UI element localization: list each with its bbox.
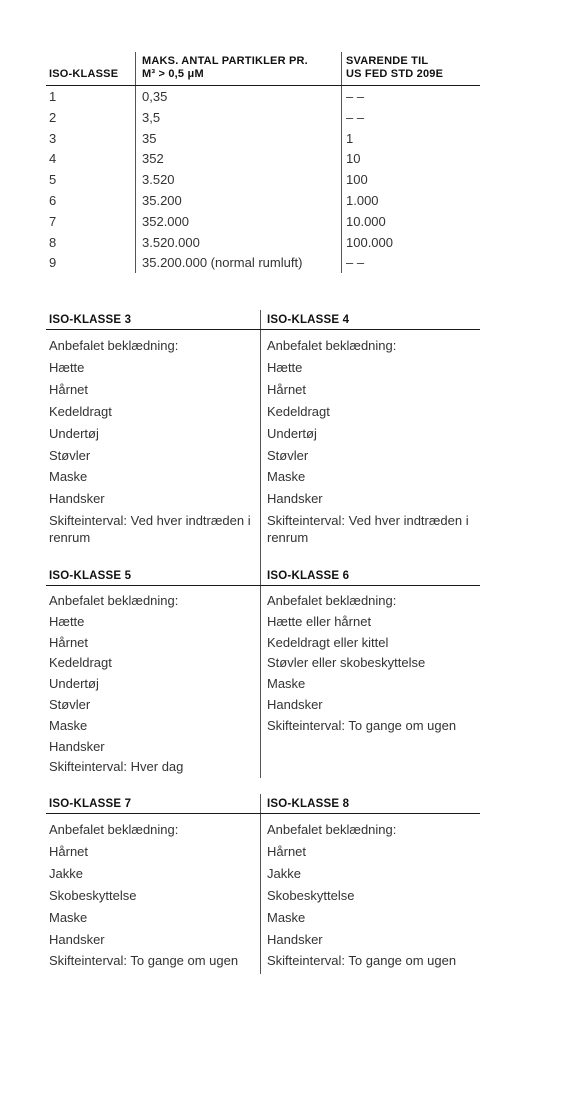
cell-max-particles: 35 (142, 130, 157, 146)
list-item: Maske (267, 676, 306, 692)
iso-class-block-7-8 (46, 794, 480, 974)
list-item: Anbefalet beklædning: (49, 593, 179, 608)
list-item: Skifteinterval: To gange om ugen (49, 953, 239, 969)
list-item: Støvler (49, 447, 91, 463)
column-divider (260, 586, 261, 778)
list-item: Handsker (267, 696, 323, 712)
cell-us-fed-std: 100.000 (346, 234, 393, 250)
cell-us-fed-std: 10 (346, 151, 361, 167)
cell-max-particles: 35.200 (142, 192, 182, 208)
clothing-list (267, 819, 477, 972)
list-item: Hårnet (267, 843, 307, 859)
table-row (46, 252, 480, 273)
iso-class-table (46, 50, 480, 273)
cell-max-particles: 0,35 (142, 89, 168, 104)
cell-max-particles: 352 (142, 151, 164, 167)
iso-class-title: ISO-KLASSE 4 (267, 314, 350, 326)
list-item: Anbefalet beklædning: (267, 338, 397, 353)
list-item: Skifteinterval: Ved hver indtræden i renrum (267, 513, 469, 546)
list-item: Skifteinterval: To gange om ugen (267, 953, 457, 969)
table-row (46, 190, 480, 211)
list-item: Maske (267, 469, 306, 485)
list-item: Anbefalet beklædning: (49, 338, 179, 353)
list-item: Hårnet (49, 634, 89, 650)
table-row (46, 128, 480, 149)
list-item: Hætte (49, 613, 85, 629)
block-body (46, 814, 480, 974)
table-row (46, 232, 480, 253)
list-item: Kedeldragt (49, 403, 112, 419)
cell-iso-class: 2 (49, 109, 57, 125)
iso-class-title: ISO-KLASSE 7 (49, 798, 132, 810)
list-item: Støvler eller skobeskyttelse (267, 655, 426, 671)
list-item: Undertøj (49, 425, 99, 441)
list-item: Hætte (49, 359, 85, 375)
list-item: Støvler (267, 447, 309, 463)
header-us-fed-std-line2: US FED STD 209E (346, 68, 444, 80)
cell-us-fed-std: – – (346, 89, 365, 104)
list-item: Maske (49, 469, 88, 485)
table-row (46, 107, 480, 128)
list-item: Kedeldragt eller kittel (267, 634, 389, 650)
list-item: Skobeskyttelse (49, 887, 137, 903)
clothing-list (267, 591, 477, 737)
header-us-fed-std (346, 55, 443, 81)
iso-class-title: ISO-KLASSE 3 (49, 314, 132, 326)
list-item: Skobeskyttelse (267, 887, 355, 903)
cell-us-fed-std: 10.000 (346, 213, 386, 229)
header-divider (135, 52, 136, 85)
column-divider (260, 566, 261, 585)
column-divider (260, 330, 261, 570)
header-us-fed-std-line1: SVARENDE TIL (346, 55, 429, 67)
list-item: Anbefalet beklædning: (267, 593, 397, 608)
cell-max-particles: 352.000 (142, 213, 189, 229)
iso-class-title: ISO-KLASSE 6 (267, 570, 350, 582)
cell-max-particles: 3.520 (142, 172, 175, 188)
list-item: Anbefalet beklædning: (49, 822, 179, 837)
iso-class-block-5-6 (46, 566, 480, 778)
list-item: Jakke (49, 865, 83, 881)
table-row (46, 169, 480, 190)
cell-iso-class: 8 (49, 234, 57, 250)
clothing-list (49, 819, 259, 972)
iso-class-title: ISO-KLASSE 8 (267, 798, 350, 810)
cell-iso-class: 6 (49, 192, 57, 208)
list-item: Hårnet (49, 381, 89, 397)
list-item: Handsker (49, 931, 105, 947)
list-item: Handsker (267, 931, 323, 947)
cell-iso-class: 1 (49, 89, 57, 104)
cell-us-fed-std: 1 (346, 130, 354, 146)
list-item: Handsker (267, 491, 323, 507)
header-divider (341, 52, 342, 85)
list-item: Undertøj (49, 676, 99, 692)
list-item: Hætte (267, 359, 303, 375)
cell-iso-class: 5 (49, 172, 57, 188)
list-item: Kedeldragt (49, 655, 112, 671)
list-item: Skifteinterval: Ved hver indtræden i renrum (49, 513, 251, 546)
list-item: Jakke (267, 865, 301, 881)
cell-us-fed-std: 100 (346, 172, 368, 188)
list-item: Handsker (49, 491, 105, 507)
list-item: Skifteinterval: To gange om ugen (267, 717, 457, 733)
block-header (46, 566, 480, 586)
header-max-particles-line2: M³ > 0,5 μM (142, 68, 204, 80)
cell-iso-class: 9 (49, 255, 57, 271)
table-body (46, 86, 480, 273)
header-iso-class: ISO-KLASSE (49, 68, 119, 80)
cell-max-particles: 35.200.000 (normal rumluft) (142, 255, 303, 271)
column-divider (260, 310, 261, 329)
table-row (46, 86, 480, 107)
list-item: Støvler (49, 696, 91, 712)
clothing-list (49, 335, 259, 546)
list-item: Maske (49, 909, 88, 925)
cell-iso-class: 3 (49, 130, 57, 146)
header-max-particles (142, 55, 308, 81)
cell-max-particles: 3,5 (142, 109, 161, 125)
block-header (46, 794, 480, 814)
list-item: Undertøj (267, 425, 317, 441)
iso-class-title: ISO-KLASSE 5 (49, 570, 132, 582)
clothing-list (49, 591, 259, 778)
table-row (46, 211, 480, 232)
table-row (46, 148, 480, 169)
iso-class-block-3-4 (46, 310, 480, 570)
cell-iso-class: 4 (49, 151, 57, 167)
list-item: Hårnet (49, 843, 89, 859)
list-item: Hårnet (267, 381, 307, 397)
list-item: Handsker (49, 738, 105, 754)
cell-iso-class: 7 (49, 213, 57, 229)
header-max-particles-line1: MAKS. ANTAL PARTIKLER PR. (142, 55, 308, 67)
list-item: Anbefalet beklædning: (267, 822, 397, 837)
block-header (46, 310, 480, 330)
list-item: Maske (49, 717, 88, 733)
cell-us-fed-std: – – (346, 255, 365, 271)
list-item: Skifteinterval: Hver dag (49, 759, 184, 775)
cell-max-particles: 3.520.000 (142, 234, 200, 250)
block-body (46, 330, 480, 570)
block-body (46, 586, 480, 778)
cell-us-fed-std: – – (346, 109, 365, 125)
list-item: Maske (267, 909, 306, 925)
clothing-list (267, 335, 477, 546)
list-item: Kedeldragt (267, 403, 330, 419)
table-header (46, 50, 480, 86)
cell-us-fed-std: 1.000 (346, 192, 379, 208)
list-item: Hætte eller hårnet (267, 613, 372, 629)
column-divider (260, 814, 261, 974)
column-divider (260, 794, 261, 813)
